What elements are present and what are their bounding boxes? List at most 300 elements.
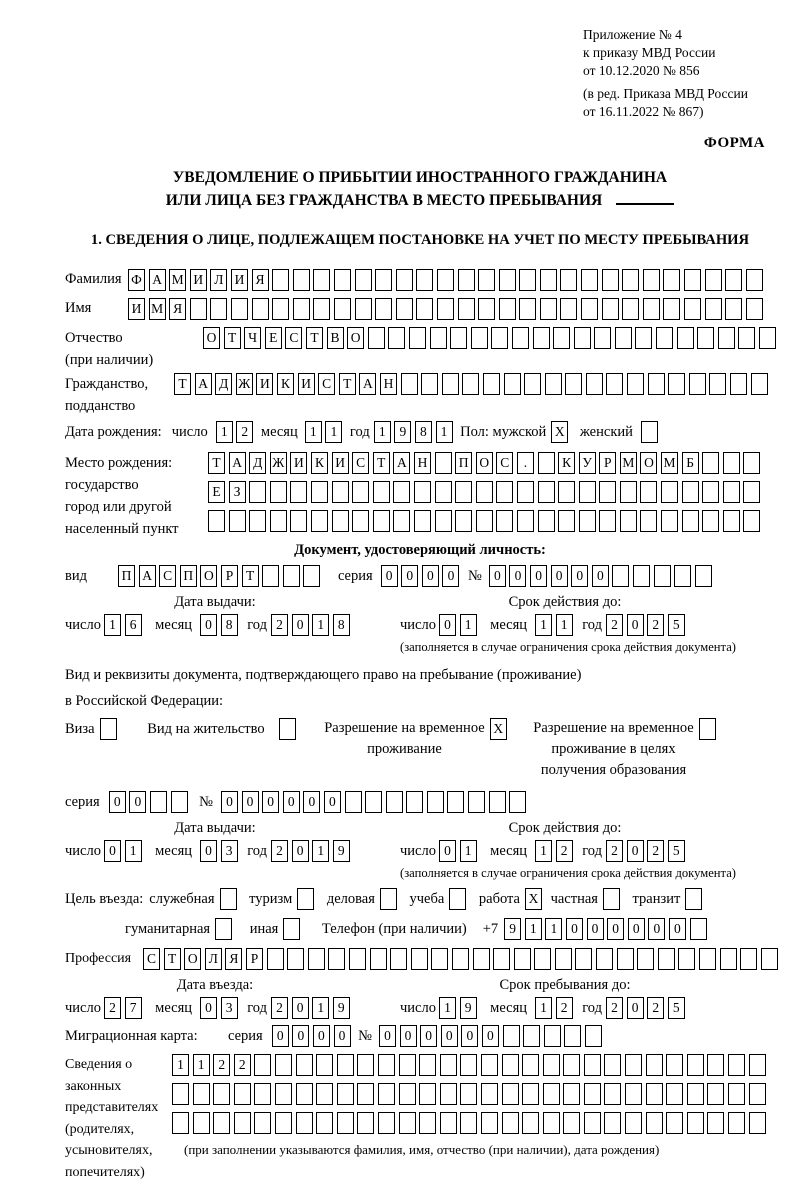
char-cell[interactable]: [481, 1112, 498, 1134]
char-cell[interactable]: [365, 791, 382, 813]
char-cell[interactable]: 0: [551, 565, 568, 587]
char-cell[interactable]: 0: [482, 1025, 499, 1047]
char-cell[interactable]: [702, 452, 719, 474]
char-cell[interactable]: [473, 948, 490, 970]
char-cell[interactable]: [620, 510, 637, 532]
char-cell[interactable]: [543, 1112, 560, 1134]
char-cell[interactable]: [308, 948, 325, 970]
char-cell[interactable]: [316, 1083, 333, 1105]
char-cell[interactable]: 0: [242, 791, 259, 813]
char-cell[interactable]: Д: [215, 373, 232, 395]
char-cell[interactable]: 1: [374, 421, 391, 443]
char-cell[interactable]: 1: [104, 614, 121, 636]
char-cell[interactable]: 0: [669, 918, 686, 940]
char-cell[interactable]: 2: [271, 840, 288, 862]
char-cell[interactable]: [357, 1054, 374, 1076]
char-cell[interactable]: [419, 1083, 436, 1105]
char-cell[interactable]: [435, 481, 452, 503]
char-cell[interactable]: [725, 298, 742, 320]
char-cell[interactable]: П: [118, 565, 135, 587]
char-cell[interactable]: [558, 510, 575, 532]
char-cell[interactable]: X: [490, 718, 507, 740]
char-cell[interactable]: [220, 888, 237, 910]
char-cell[interactable]: [231, 298, 248, 320]
char-cell[interactable]: [612, 565, 629, 587]
char-cell[interactable]: Р: [246, 948, 263, 970]
char-cell[interactable]: [633, 565, 650, 587]
char-cell[interactable]: 2: [606, 997, 623, 1019]
char-cell[interactable]: 1: [436, 421, 453, 443]
char-cell[interactable]: 8: [221, 614, 238, 636]
char-cell[interactable]: [502, 1112, 519, 1134]
char-cell[interactable]: [625, 1112, 642, 1134]
char-cell[interactable]: 0: [381, 565, 398, 587]
char-cell[interactable]: [337, 1054, 354, 1076]
char-cell[interactable]: [373, 510, 390, 532]
char-cell[interactable]: [522, 1083, 539, 1105]
char-cell[interactable]: [458, 298, 475, 320]
char-cell[interactable]: [538, 510, 555, 532]
char-cell[interactable]: Ч: [244, 327, 261, 349]
char-cell[interactable]: [640, 510, 657, 532]
char-cell[interactable]: [478, 269, 495, 291]
char-cell[interactable]: [476, 510, 493, 532]
char-cell[interactable]: [743, 452, 760, 474]
char-cell[interactable]: [523, 1025, 540, 1047]
char-cell[interactable]: [172, 1083, 189, 1105]
char-cell[interactable]: 0: [420, 1025, 437, 1047]
char-cell[interactable]: .: [517, 452, 534, 474]
char-cell[interactable]: [401, 373, 418, 395]
char-cell[interactable]: [641, 421, 658, 443]
char-cell[interactable]: [172, 1112, 189, 1134]
char-cell[interactable]: 1: [535, 997, 552, 1019]
char-cell[interactable]: [749, 1112, 766, 1134]
char-cell[interactable]: 2: [647, 840, 664, 862]
char-cell[interactable]: О: [640, 452, 657, 474]
char-cell[interactable]: [447, 791, 464, 813]
char-cell[interactable]: [543, 1054, 560, 1076]
char-cell[interactable]: [368, 327, 385, 349]
char-cell[interactable]: [586, 373, 603, 395]
char-cell[interactable]: [643, 298, 660, 320]
char-cell[interactable]: 1: [439, 997, 456, 1019]
char-cell[interactable]: [502, 1054, 519, 1076]
char-cell[interactable]: И: [128, 298, 145, 320]
char-cell[interactable]: [728, 1083, 745, 1105]
char-cell[interactable]: О: [347, 327, 364, 349]
char-cell[interactable]: [684, 269, 701, 291]
char-cell[interactable]: 2: [271, 997, 288, 1019]
char-cell[interactable]: [406, 791, 423, 813]
char-cell[interactable]: [455, 510, 472, 532]
char-cell[interactable]: [684, 298, 701, 320]
char-cell[interactable]: [460, 1112, 477, 1134]
char-cell[interactable]: 9: [333, 840, 350, 862]
char-cell[interactable]: 2: [606, 614, 623, 636]
char-cell[interactable]: 1: [312, 997, 329, 1019]
char-cell[interactable]: С: [352, 452, 369, 474]
char-cell[interactable]: 1: [525, 918, 542, 940]
char-cell[interactable]: Е: [208, 481, 225, 503]
char-cell[interactable]: [419, 1054, 436, 1076]
char-cell[interactable]: [352, 481, 369, 503]
char-cell[interactable]: [334, 298, 351, 320]
char-cell[interactable]: [171, 791, 188, 813]
char-cell[interactable]: [499, 298, 516, 320]
char-cell[interactable]: [640, 481, 657, 503]
char-cell[interactable]: 0: [422, 565, 439, 587]
char-cell[interactable]: [695, 565, 712, 587]
char-cell[interactable]: 2: [271, 614, 288, 636]
char-cell[interactable]: [213, 1112, 230, 1134]
char-cell[interactable]: Л: [210, 269, 227, 291]
char-cell[interactable]: 0: [441, 1025, 458, 1047]
char-cell[interactable]: [730, 373, 747, 395]
char-cell[interactable]: А: [149, 269, 166, 291]
char-cell[interactable]: 0: [129, 791, 146, 813]
char-cell[interactable]: 1: [216, 421, 233, 443]
char-cell[interactable]: 0: [104, 840, 121, 862]
char-cell[interactable]: [435, 452, 452, 474]
char-cell[interactable]: [296, 1083, 313, 1105]
char-cell[interactable]: [718, 327, 735, 349]
char-cell[interactable]: М: [169, 269, 186, 291]
char-cell[interactable]: [229, 510, 246, 532]
char-cell[interactable]: Т: [242, 565, 259, 587]
char-cell[interactable]: 0: [303, 791, 320, 813]
char-cell[interactable]: 0: [221, 791, 238, 813]
char-cell[interactable]: [746, 269, 763, 291]
char-cell[interactable]: 9: [394, 421, 411, 443]
char-cell[interactable]: Т: [208, 452, 225, 474]
char-cell[interactable]: [707, 1054, 724, 1076]
char-cell[interactable]: [373, 481, 390, 503]
char-cell[interactable]: [553, 327, 570, 349]
char-cell[interactable]: [414, 510, 431, 532]
char-cell[interactable]: С: [318, 373, 335, 395]
char-cell[interactable]: X: [525, 888, 542, 910]
char-cell[interactable]: Т: [224, 327, 241, 349]
char-cell[interactable]: 2: [104, 997, 121, 1019]
char-cell[interactable]: [496, 510, 513, 532]
char-cell[interactable]: [296, 1112, 313, 1134]
char-cell[interactable]: 0: [509, 565, 526, 587]
char-cell[interactable]: [678, 948, 695, 970]
char-cell[interactable]: 5: [668, 840, 685, 862]
char-cell[interactable]: [150, 791, 167, 813]
char-cell[interactable]: [563, 1054, 580, 1076]
char-cell[interactable]: [627, 373, 644, 395]
char-cell[interactable]: И: [298, 373, 315, 395]
char-cell[interactable]: [620, 481, 637, 503]
char-cell[interactable]: 6: [125, 614, 142, 636]
char-cell[interactable]: 1: [312, 614, 329, 636]
char-cell[interactable]: [287, 948, 304, 970]
char-cell[interactable]: [658, 948, 675, 970]
char-cell[interactable]: К: [311, 452, 328, 474]
char-cell[interactable]: [375, 298, 392, 320]
char-cell[interactable]: 0: [489, 565, 506, 587]
char-cell[interactable]: [411, 948, 428, 970]
char-cell[interactable]: [705, 298, 722, 320]
char-cell[interactable]: [390, 948, 407, 970]
char-cell[interactable]: [431, 948, 448, 970]
char-cell[interactable]: [370, 948, 387, 970]
char-cell[interactable]: [449, 888, 466, 910]
char-cell[interactable]: О: [200, 565, 217, 587]
char-cell[interactable]: [393, 510, 410, 532]
char-cell[interactable]: 5: [668, 997, 685, 1019]
char-cell[interactable]: 0: [324, 791, 341, 813]
char-cell[interactable]: [622, 269, 639, 291]
char-cell[interactable]: 0: [292, 840, 309, 862]
char-cell[interactable]: 0: [607, 918, 624, 940]
char-cell[interactable]: [283, 918, 300, 940]
char-cell[interactable]: 1: [460, 614, 477, 636]
char-cell[interactable]: [677, 327, 694, 349]
char-cell[interactable]: [699, 718, 716, 740]
char-cell[interactable]: [419, 1112, 436, 1134]
char-cell[interactable]: 1: [193, 1054, 210, 1076]
char-cell[interactable]: [666, 1054, 683, 1076]
char-cell[interactable]: [604, 1083, 621, 1105]
char-cell[interactable]: [290, 481, 307, 503]
char-cell[interactable]: [682, 510, 699, 532]
char-cell[interactable]: А: [359, 373, 376, 395]
char-cell[interactable]: [517, 481, 534, 503]
char-cell[interactable]: С: [159, 565, 176, 587]
char-cell[interactable]: [349, 948, 366, 970]
char-cell[interactable]: [540, 269, 557, 291]
char-cell[interactable]: [682, 481, 699, 503]
char-cell[interactable]: [564, 1025, 581, 1047]
char-cell[interactable]: [596, 948, 613, 970]
char-cell[interactable]: [761, 948, 778, 970]
char-cell[interactable]: 0: [592, 565, 609, 587]
char-cell[interactable]: [193, 1083, 210, 1105]
char-cell[interactable]: [283, 565, 300, 587]
char-cell[interactable]: 0: [262, 791, 279, 813]
char-cell[interactable]: [687, 1083, 704, 1105]
char-cell[interactable]: [430, 327, 447, 349]
char-cell[interactable]: [544, 1025, 561, 1047]
char-cell[interactable]: [622, 298, 639, 320]
char-cell[interactable]: [599, 481, 616, 503]
char-cell[interactable]: [661, 481, 678, 503]
char-cell[interactable]: 0: [439, 614, 456, 636]
char-cell[interactable]: Р: [599, 452, 616, 474]
char-cell[interactable]: П: [180, 565, 197, 587]
char-cell[interactable]: 9: [333, 997, 350, 1019]
char-cell[interactable]: [697, 327, 714, 349]
char-cell[interactable]: [293, 269, 310, 291]
char-cell[interactable]: 1: [125, 840, 142, 862]
char-cell[interactable]: [421, 373, 438, 395]
char-cell[interactable]: [740, 948, 757, 970]
char-cell[interactable]: [584, 1083, 601, 1105]
char-cell[interactable]: [483, 373, 500, 395]
char-cell[interactable]: [560, 269, 577, 291]
char-cell[interactable]: Б: [682, 452, 699, 474]
char-cell[interactable]: [617, 948, 634, 970]
char-cell[interactable]: [534, 948, 551, 970]
char-cell[interactable]: [460, 1083, 477, 1105]
char-cell[interactable]: 0: [109, 791, 126, 813]
char-cell[interactable]: [399, 1083, 416, 1105]
char-cell[interactable]: [393, 481, 410, 503]
char-cell[interactable]: [594, 327, 611, 349]
char-cell[interactable]: 0: [379, 1025, 396, 1047]
char-cell[interactable]: 8: [333, 614, 350, 636]
char-cell[interactable]: [743, 481, 760, 503]
char-cell[interactable]: 2: [647, 614, 664, 636]
char-cell[interactable]: [378, 1112, 395, 1134]
char-cell[interactable]: [581, 298, 598, 320]
char-cell[interactable]: 0: [292, 614, 309, 636]
char-cell[interactable]: [522, 1054, 539, 1076]
char-cell[interactable]: [190, 298, 207, 320]
char-cell[interactable]: [296, 1054, 313, 1076]
char-cell[interactable]: [555, 948, 572, 970]
char-cell[interactable]: Р: [221, 565, 238, 587]
char-cell[interactable]: [311, 481, 328, 503]
char-cell[interactable]: [545, 373, 562, 395]
char-cell[interactable]: [746, 298, 763, 320]
char-cell[interactable]: [538, 481, 555, 503]
char-cell[interactable]: [440, 1083, 457, 1105]
char-cell[interactable]: 0: [648, 918, 665, 940]
char-cell[interactable]: [512, 327, 529, 349]
char-cell[interactable]: 2: [234, 1054, 251, 1076]
char-cell[interactable]: 0: [627, 614, 644, 636]
char-cell[interactable]: 9: [460, 997, 477, 1019]
char-cell[interactable]: 1: [556, 614, 573, 636]
char-cell[interactable]: [481, 1083, 498, 1105]
char-cell[interactable]: 0: [439, 840, 456, 862]
char-cell[interactable]: [602, 298, 619, 320]
char-cell[interactable]: [316, 1112, 333, 1134]
char-cell[interactable]: [581, 269, 598, 291]
char-cell[interactable]: [380, 888, 397, 910]
char-cell[interactable]: 0: [272, 1025, 289, 1047]
char-cell[interactable]: [293, 298, 310, 320]
char-cell[interactable]: [297, 888, 314, 910]
char-cell[interactable]: [254, 1083, 271, 1105]
char-cell[interactable]: 2: [647, 997, 664, 1019]
char-cell[interactable]: [524, 373, 541, 395]
char-cell[interactable]: [493, 948, 510, 970]
char-cell[interactable]: [514, 948, 531, 970]
char-cell[interactable]: [540, 298, 557, 320]
char-cell[interactable]: [416, 298, 433, 320]
char-cell[interactable]: [332, 510, 349, 532]
char-cell[interactable]: Т: [306, 327, 323, 349]
char-cell[interactable]: [275, 1083, 292, 1105]
char-cell[interactable]: [604, 1054, 621, 1076]
char-cell[interactable]: [462, 373, 479, 395]
char-cell[interactable]: [489, 791, 506, 813]
char-cell[interactable]: [604, 1112, 621, 1134]
char-cell[interactable]: У: [579, 452, 596, 474]
char-cell[interactable]: 0: [200, 997, 217, 1019]
char-cell[interactable]: К: [558, 452, 575, 474]
char-cell[interactable]: [584, 1112, 601, 1134]
char-cell[interactable]: [442, 373, 459, 395]
char-cell[interactable]: [575, 948, 592, 970]
char-cell[interactable]: [687, 1054, 704, 1076]
char-cell[interactable]: Д: [249, 452, 266, 474]
char-cell[interactable]: [637, 948, 654, 970]
char-cell[interactable]: 0: [334, 1025, 351, 1047]
char-cell[interactable]: [646, 1083, 663, 1105]
char-cell[interactable]: 0: [566, 918, 583, 940]
char-cell[interactable]: [234, 1112, 251, 1134]
char-cell[interactable]: 0: [571, 565, 588, 587]
char-cell[interactable]: [440, 1054, 457, 1076]
char-cell[interactable]: [728, 1054, 745, 1076]
char-cell[interactable]: [452, 948, 469, 970]
char-cell[interactable]: 0: [530, 565, 547, 587]
char-cell[interactable]: [656, 327, 673, 349]
char-cell[interactable]: 0: [587, 918, 604, 940]
char-cell[interactable]: [313, 269, 330, 291]
char-cell[interactable]: [625, 1054, 642, 1076]
char-cell[interactable]: [254, 1112, 271, 1134]
char-cell[interactable]: С: [496, 452, 513, 474]
char-cell[interactable]: [599, 510, 616, 532]
char-cell[interactable]: [709, 373, 726, 395]
char-cell[interactable]: [303, 565, 320, 587]
char-cell[interactable]: [279, 718, 296, 740]
char-cell[interactable]: [687, 1112, 704, 1134]
char-cell[interactable]: [215, 918, 232, 940]
char-cell[interactable]: [478, 298, 495, 320]
char-cell[interactable]: [574, 327, 591, 349]
char-cell[interactable]: [355, 269, 372, 291]
char-cell[interactable]: [396, 298, 413, 320]
char-cell[interactable]: 0: [283, 791, 300, 813]
char-cell[interactable]: [193, 1112, 210, 1134]
char-cell[interactable]: 0: [200, 840, 217, 862]
char-cell[interactable]: [249, 510, 266, 532]
char-cell[interactable]: [674, 565, 691, 587]
char-cell[interactable]: [602, 269, 619, 291]
char-cell[interactable]: [416, 269, 433, 291]
char-cell[interactable]: [332, 481, 349, 503]
char-cell[interactable]: И: [290, 452, 307, 474]
char-cell[interactable]: 3: [221, 840, 238, 862]
char-cell[interactable]: [759, 327, 776, 349]
char-cell[interactable]: [689, 373, 706, 395]
char-cell[interactable]: 1: [312, 840, 329, 862]
char-cell[interactable]: [720, 948, 737, 970]
char-cell[interactable]: [603, 888, 620, 910]
char-cell[interactable]: [702, 510, 719, 532]
char-cell[interactable]: 0: [442, 565, 459, 587]
char-cell[interactable]: [615, 327, 632, 349]
char-cell[interactable]: 2: [556, 840, 573, 862]
char-cell[interactable]: [437, 298, 454, 320]
char-cell[interactable]: [396, 269, 413, 291]
char-cell[interactable]: [565, 373, 582, 395]
char-cell[interactable]: [705, 269, 722, 291]
char-cell[interactable]: [252, 298, 269, 320]
char-cell[interactable]: 0: [292, 1025, 309, 1047]
char-cell[interactable]: [208, 510, 225, 532]
char-cell[interactable]: А: [393, 452, 410, 474]
char-cell[interactable]: Т: [174, 373, 191, 395]
